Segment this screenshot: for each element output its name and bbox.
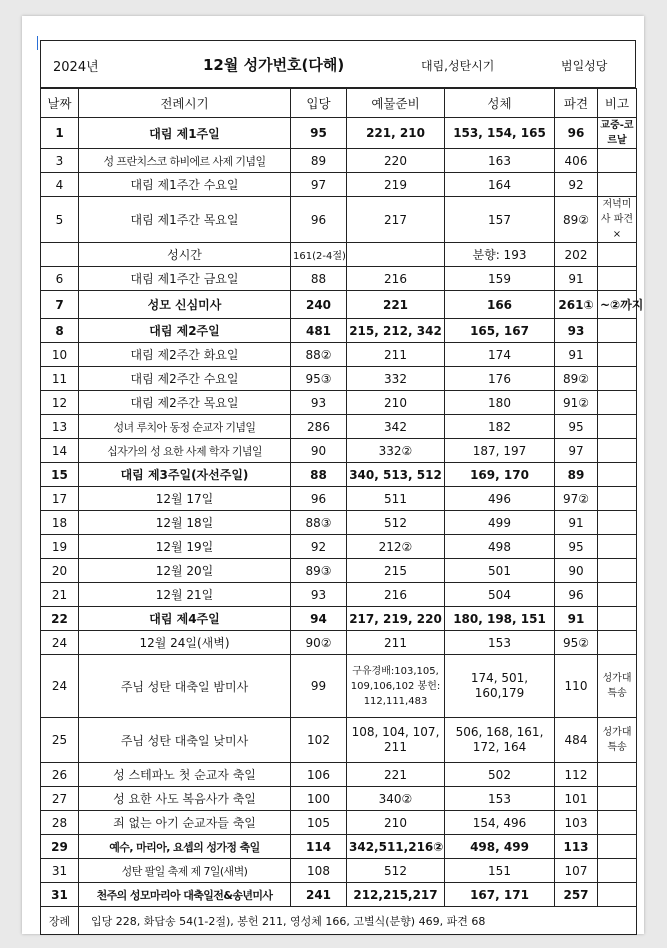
cell-communion: 498 [445,535,555,559]
cell-communion: 157 [445,197,555,243]
cell-communion: 153 [445,787,555,811]
cell-communion: 182 [445,415,555,439]
table-row [41,197,637,243]
cell-date: 28 [41,811,79,835]
cell-communion: 499 [445,511,555,535]
cell-note: 성가대 특송 [598,718,637,763]
cell-communion: 504 [445,583,555,607]
cell-note [598,367,637,391]
cell-communion: 153 [445,631,555,655]
cell-note [598,487,637,511]
cell-entrance: 96 [291,487,347,511]
table-row [41,763,637,787]
table-row [41,883,637,907]
cell-offertory: 211 [347,631,445,655]
cell-date: 24 [41,631,79,655]
cell-communion: 165, 167 [445,319,555,343]
table-row [41,787,637,811]
table-row [41,319,637,343]
cell-communion: 166 [445,291,555,319]
cell-offertory: 342 [347,415,445,439]
cell-liturgy: 성 스테파노 첫 순교자 축일 [79,763,291,787]
table-row [41,118,637,149]
cell-date [41,243,79,267]
cell-liturgy: 12월 17일 [79,487,291,511]
cell-dismissal: 406 [555,149,598,173]
cell-dismissal: 97② [555,487,598,511]
cell-communion: 180 [445,391,555,415]
table-row [41,291,637,319]
table-row [41,391,637,415]
cell-note [598,883,637,907]
cell-dismissal: 91 [555,267,598,291]
cell-liturgy: 대림 제2주일 [79,319,291,343]
cell-dismissal: 97 [555,439,598,463]
cell-dismissal: 95 [555,415,598,439]
cell-liturgy: 죄 없는 아기 순교자들 축일 [79,811,291,835]
cell-communion: 164 [445,173,555,197]
col-header-entrance: 입당 [291,89,347,118]
table-row [41,267,637,291]
cell-liturgy: 12월 21일 [79,583,291,607]
cell-date: 27 [41,787,79,811]
cell-entrance: 89 [291,149,347,173]
cell-liturgy: 대림 제3주일(자선주일) [79,463,291,487]
cell-dismissal: 107 [555,859,598,883]
cell-note [598,787,637,811]
table-header-row [41,89,637,118]
cell-note [598,149,637,173]
cell-entrance: 95 [291,118,347,149]
cell-offertory: 512 [347,511,445,535]
col-header-offertory: 예물준비 [347,89,445,118]
cell-dismissal: 89 [555,463,598,487]
cell-liturgy: 주님 성탄 대축일 밤미사 [79,655,291,718]
cell-dismissal: 95 [555,535,598,559]
cell-date: 8 [41,319,79,343]
cell-note [598,415,637,439]
cell-offertory: 구유경배:103,105, 109,106,102 봉헌: 112,111,483 [347,655,445,718]
cell-communion: 180, 198, 151 [445,607,555,631]
cell-liturgy: 성모 신심미사 [79,291,291,319]
cell-offertory: 340② [347,787,445,811]
cell-entrance: 92 [291,535,347,559]
cell-date: 5 [41,197,79,243]
cell-entrance: 88③ [291,511,347,535]
table-row [41,859,637,883]
cell-entrance: 96 [291,197,347,243]
cell-liturgy: 대림 제1주간 수요일 [79,173,291,197]
cell-offertory: 512 [347,859,445,883]
cell-offertory: 332 [347,367,445,391]
cell-liturgy: 12월 24일(새벽) [79,631,291,655]
cell-dismissal: 110 [555,655,598,718]
cell-communion: 169, 170 [445,463,555,487]
table-row [41,243,637,267]
cell-liturgy: 대림 제1주간 목요일 [79,197,291,243]
cell-liturgy: 성녀 루치아 동정 순교자 기념일 [79,415,291,439]
table-row [41,583,637,607]
cell-offertory: 340, 513, 512 [347,463,445,487]
cell-date: 22 [41,607,79,631]
cell-offertory [347,243,445,267]
cell-offertory: 221, 210 [347,118,445,149]
cell-entrance: 94 [291,607,347,631]
cell-entrance: 102 [291,718,347,763]
cell-date: 15 [41,463,79,487]
cell-note [598,607,637,631]
cell-offertory: 221 [347,763,445,787]
table-row [41,607,637,631]
table-row [41,511,637,535]
cell-entrance: 95③ [291,367,347,391]
table-row [41,655,637,718]
cell-date: 7 [41,291,79,319]
cell-liturgy: 예수, 마리아, 요셉의 성가정 축일 [79,835,291,859]
cell-liturgy: 대림 제1주일 [79,118,291,149]
cell-dismissal: 90 [555,559,598,583]
cell-note [598,835,637,859]
table-row [41,535,637,559]
cell-note: 저녁미사 파견 × [598,197,637,243]
cell-note [598,173,637,197]
cell-entrance: 161(2-4절) [291,243,347,267]
text-cursor [37,36,38,50]
cell-offertory: 511 [347,487,445,511]
cell-dismissal: 202 [555,243,598,267]
cell-date: 24 [41,655,79,718]
funeral-hymns: 입당 228, 화답송 54(1-2절), 봉헌 211, 영성체 166, 고별식(분향) 469, 파견 68 [79,907,637,935]
cell-note [598,267,637,291]
cell-entrance: 93 [291,583,347,607]
cell-entrance: 93 [291,391,347,415]
cell-note [598,811,637,835]
cell-offertory: 219 [347,173,445,197]
cell-offertory: 212② [347,535,445,559]
cell-note: 성가대 특송 [598,655,637,718]
cell-note [598,243,637,267]
table-row [41,631,637,655]
cell-date: 6 [41,267,79,291]
cell-dismissal: 113 [555,835,598,859]
cell-entrance: 240 [291,291,347,319]
cell-dismissal: 93 [555,319,598,343]
cell-liturgy: 천주의 성모마리아 대축일전&송년미사 [79,883,291,907]
table-row [41,559,637,583]
cell-dismissal: 89② [555,197,598,243]
cell-dismissal: 257 [555,883,598,907]
cell-entrance: 88② [291,343,347,367]
cell-entrance: 114 [291,835,347,859]
cell-dismissal: 484 [555,718,598,763]
cell-communion: 174, 501, 160,179 [445,655,555,718]
cell-offertory: 221 [347,291,445,319]
cell-liturgy: 십자가의 성 요한 사제 학자 기념일 [79,439,291,463]
cell-note [598,763,637,787]
cell-communion: 498, 499 [445,835,555,859]
cell-dismissal: 112 [555,763,598,787]
col-header-note: 비고 [598,89,637,118]
cell-liturgy: 12월 20일 [79,559,291,583]
cell-entrance: 88 [291,463,347,487]
cell-dismissal: 103 [555,811,598,835]
cell-liturgy: 성시간 [79,243,291,267]
cell-liturgy: 대림 제2주간 화요일 [79,343,291,367]
cell-date: 18 [41,511,79,535]
cell-communion: 163 [445,149,555,173]
cell-offertory: 217, 219, 220 [347,607,445,631]
cell-note [598,583,637,607]
cell-liturgy: 대림 제4주일 [79,607,291,631]
table-row [41,811,637,835]
table-row [41,367,637,391]
cell-entrance: 100 [291,787,347,811]
cell-liturgy: 12월 19일 [79,535,291,559]
cell-date: 13 [41,415,79,439]
header-parish: 범일성당 [561,59,608,73]
cell-note [598,343,637,367]
cell-date: 31 [41,859,79,883]
table-row [41,415,637,439]
cell-note [598,631,637,655]
cell-liturgy: 성 요한 사도 복음사가 축일 [79,787,291,811]
cell-offertory: 212,215,217 [347,883,445,907]
cell-communion: 176 [445,367,555,391]
cell-entrance: 481 [291,319,347,343]
cell-communion: 501 [445,559,555,583]
cell-communion: 174 [445,343,555,367]
table-row [41,487,637,511]
cell-note [598,439,637,463]
cell-offertory: 108, 104, 107, 211 [347,718,445,763]
cell-entrance: 286 [291,415,347,439]
cell-date: 14 [41,439,79,463]
cell-note: 교중-코르날 [598,118,637,149]
cell-note [598,463,637,487]
cell-liturgy: 주님 성탄 대축일 낮미사 [79,718,291,763]
cell-dismissal: 96 [555,583,598,607]
cell-note [598,391,637,415]
cell-offertory: 216 [347,583,445,607]
cell-entrance: 106 [291,763,347,787]
cell-offertory: 342,511,216② [347,835,445,859]
cell-offertory: 210 [347,811,445,835]
table-row [41,173,637,197]
header-title: 12월 성가번호(다해) [203,56,345,74]
cell-note [598,511,637,535]
cell-date: 1 [41,118,79,149]
cell-note [598,319,637,343]
cell-dismissal: 96 [555,118,598,149]
table-row [41,149,637,173]
table-row [41,463,637,487]
cell-offertory: 217 [347,197,445,243]
cell-offertory: 220 [347,149,445,173]
cell-date: 20 [41,559,79,583]
cell-dismissal: 101 [555,787,598,811]
cell-communion: 159 [445,267,555,291]
cell-offertory: 210 [347,391,445,415]
cell-date: 26 [41,763,79,787]
cell-entrance: 99 [291,655,347,718]
header-year: 2024년 [53,60,99,75]
cell-liturgy: 대림 제2주간 수요일 [79,367,291,391]
cell-note [598,559,637,583]
cell-dismissal: 95② [555,631,598,655]
cell-dismissal: 89② [555,367,598,391]
cell-note [598,535,637,559]
col-header-date: 날짜 [41,89,79,118]
cell-entrance: 90 [291,439,347,463]
cell-offertory: 216 [347,267,445,291]
cell-offertory: 215, 212, 342 [347,319,445,343]
col-header-communion: 성체 [445,89,555,118]
cell-dismissal: 261① [555,291,598,319]
cell-entrance: 88 [291,267,347,291]
cell-dismissal: 91 [555,607,598,631]
cell-dismissal: 91 [555,511,598,535]
cell-communion: 167, 171 [445,883,555,907]
cell-entrance: 105 [291,811,347,835]
hymn-schedule-table [40,88,644,935]
cell-note: ~②까지 [598,291,637,319]
cell-date: 19 [41,535,79,559]
cell-entrance: 108 [291,859,347,883]
funeral-label: 장례 [41,907,79,935]
cell-communion: 151 [445,859,555,883]
cell-date: 11 [41,367,79,391]
cell-date: 31 [41,883,79,907]
cell-entrance: 90② [291,631,347,655]
cell-entrance: 89③ [291,559,347,583]
cell-dismissal: 91 [555,343,598,367]
table-row [41,718,637,763]
cell-date: 10 [41,343,79,367]
cell-offertory: 215 [347,559,445,583]
document-header [40,40,636,88]
cell-liturgy: 12월 18일 [79,511,291,535]
cell-communion: 502 [445,763,555,787]
cell-liturgy: 대림 제2주간 목요일 [79,391,291,415]
cell-liturgy: 성탄 팔일 축제 제 7일(새벽) [79,859,291,883]
cell-communion: 154, 496 [445,811,555,835]
col-header-liturgy: 전례시기 [79,89,291,118]
cell-date: 17 [41,487,79,511]
cell-communion: 506, 168, 161, 172, 164 [445,718,555,763]
cell-date: 3 [41,149,79,173]
cell-dismissal: 91② [555,391,598,415]
table-row [41,835,637,859]
table-row [41,439,637,463]
cell-communion: 분향: 193 [445,243,555,267]
cell-date: 25 [41,718,79,763]
table-row [41,343,637,367]
cell-dismissal: 92 [555,173,598,197]
cell-date: 12 [41,391,79,415]
cell-entrance: 241 [291,883,347,907]
cell-communion: 187, 197 [445,439,555,463]
cell-date: 29 [41,835,79,859]
cell-entrance: 97 [291,173,347,197]
funeral-row [41,907,637,935]
col-header-dismissal: 파견 [555,89,598,118]
cell-offertory: 211 [347,343,445,367]
cell-offertory: 332② [347,439,445,463]
cell-liturgy: 성 프란치스코 하비에르 사제 기념일 [79,149,291,173]
cell-note [598,859,637,883]
cell-liturgy: 대림 제1주간 금요일 [79,267,291,291]
cell-communion: 153, 154, 165 [445,118,555,149]
cell-date: 21 [41,583,79,607]
cell-date: 4 [41,173,79,197]
header-season: 대림,성탄시기 [421,59,495,73]
cell-communion: 496 [445,487,555,511]
